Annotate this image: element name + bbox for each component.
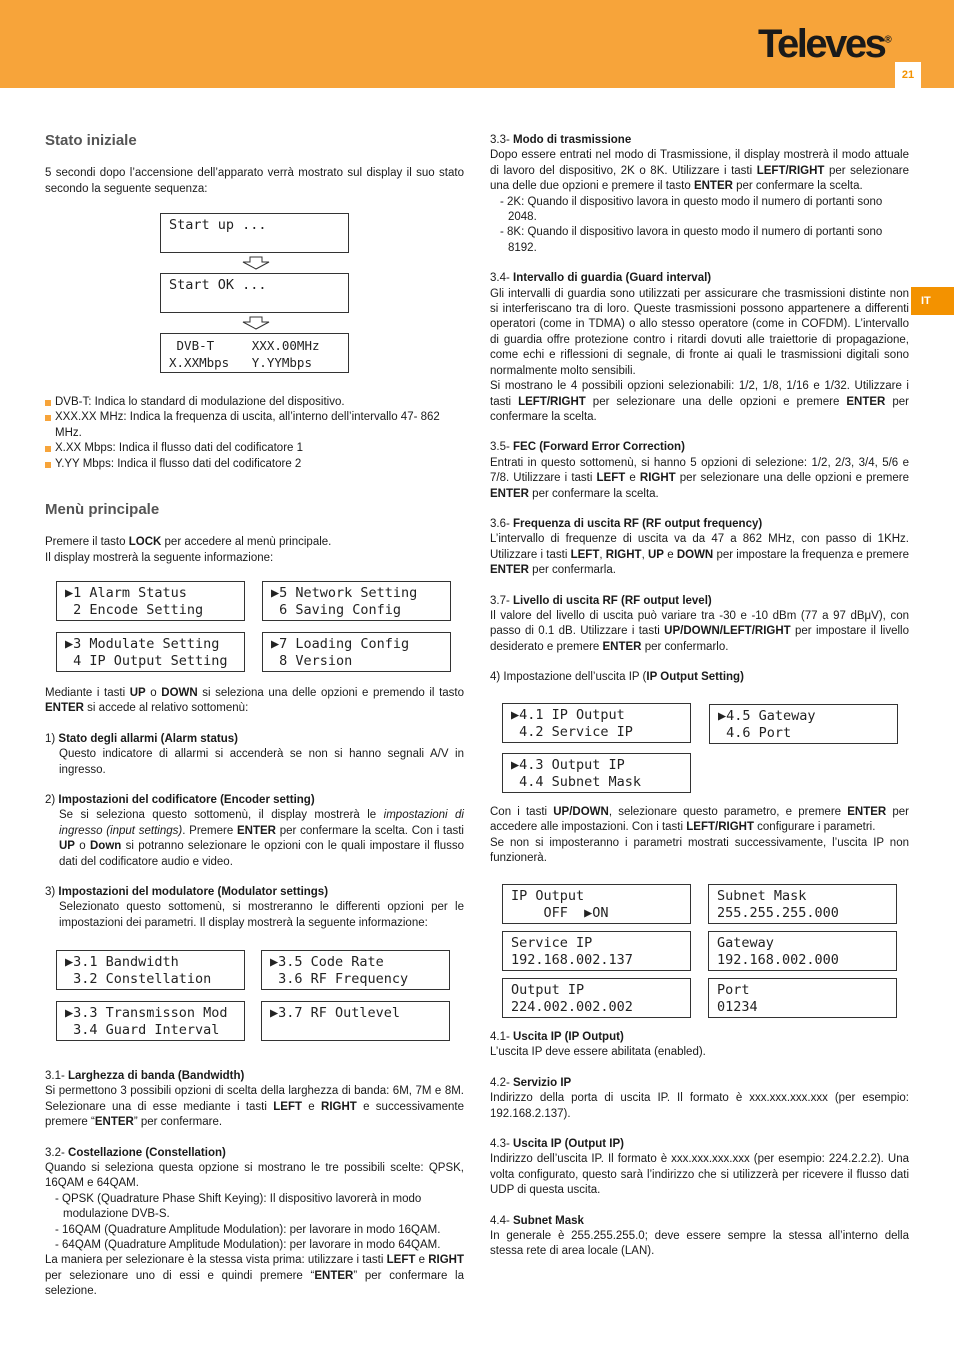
nav-text: Mediante i tasti UP o DOWN si seleziona una delle opzioni e premendo il tasto ENTER si accede al relativo sottomenù:	[45, 687, 464, 715]
s1-text: Questo indicatore di allarmi si accenderà se non si hanno segnali A/V in ingresso.	[59, 748, 464, 776]
ip-text: Con i tasti UP/DOWN, selezionare questo parametro, e premere ENTER per accedere alle impostazioni. Con i tasti LEFT/RIGHT configurare i parametri.	[490, 806, 909, 834]
s4-title: 4) Impostazione dell’uscita IP (IP Output Setting)	[490, 671, 744, 684]
s3-title: 3) Impostazioni del modulatore (Modulator settings)	[45, 886, 329, 899]
lcd-service-ip: Service IP 192.168.002.137	[502, 931, 691, 971]
s33-item: - 2K: Quando il dispositivo lavora in questo modo il numero di portanti sono 2048.	[500, 195, 883, 224]
s41-text: L’uscita IP deve essere abilitata (enabled).	[490, 1046, 706, 1059]
s43-title: 4.3- Uscita IP (Output IP)	[490, 1138, 624, 1151]
s33-title: 3.3- Modo di trasmissione	[490, 134, 632, 146]
submenu-section	[45, 686, 464, 946]
lcd-ip-2: ▶4.5 Gateway 4.6 Port	[709, 704, 898, 744]
lcd-start-up: Start up ...	[160, 213, 349, 253]
s34-text: Gli intervalli di guardia sono utilizzati per assicurare che trasmissioni distinte non si interferiscano tra di loro. Queste trasmissioni possono appartenere a differenti operatori (come in TDMA) o allo stesso operatore (come in COFDM). L’intervallo di guardia offre protezione contro i ritardi dovuti alle traiettorie di propagazione, come echi e riflessioni di segnale, di fronte ai quali le trasmissioni digitali sono normalmente molto sensibili.	[490, 287, 909, 377]
s44-title: 4.4- Subnet Mask	[490, 1214, 584, 1227]
s31-title: 3.1- Larghezza di banda (Bandwidth)	[45, 1070, 245, 1082]
s1-title: 1) Stato degli allarmi (Alarm status)	[45, 732, 238, 745]
s42-text: Indirizzo della porta di uscita IP. Il formato è xxx.xxx.xxx.xxx (per esempio: 192.168.2.137).	[490, 1092, 909, 1120]
s34-text-2: Si mostrano le 4 possibili opzioni selezionabili: 1/2, 1/8, 1/16 e 1/32. Utilizzare i tasti LEFT/RIGHT per selezionare una delle opzioni e premere ENTER per confermare la scelta.	[490, 380, 909, 423]
s32-item: - 64QAM (Quadrature Amplitude Modulation): per lavorare in modo 64QAM.	[55, 1239, 441, 1252]
lcd-gateway: Gateway 192.168.002.000	[708, 931, 897, 971]
legend-list	[45, 395, 464, 472]
s37-title: 3.7- Livello di uscita RF (RF output level)	[490, 594, 712, 607]
s35-text: Entrati in questo sottomenù, si hanno 5 opzioni di selezione: 1/2, 2/3, 3/4, 5/6 e 7/8. Utilizzare i tasti LEFT e RIGHT per selezionare una delle opzioni e premere ENTER per confermare la scelta.	[490, 456, 909, 500]
s2-title: 2) Impostazioni del codificatore (Encoder setting)	[45, 794, 315, 807]
page-number: 21	[895, 62, 921, 88]
lcd-mod-1: ▶3.1 Bandwidth 3.2 Constellation	[56, 950, 245, 990]
lcd-menu-2: ▶5 Network Setting 6 Saving Config	[262, 581, 451, 621]
lcd-output-ip: Output IP 224.002.002.002	[502, 978, 691, 1018]
ip-text-2: Se non si imposteranno i parametri mostrati successivamente, l’uscita IP non funzionerà.	[490, 836, 909, 865]
modulator-options	[45, 1069, 464, 1315]
s2-text: Se si seleziona questo sottomenù, il display mostrerà le impostazioni di ingresso (input settings). Premere ENTER per confermare la scelta. Con i tasti UP o Down si potranno selezionare le opzioni con le quali impostare il flusso dati del codificatore audio e video.	[59, 809, 464, 868]
s33-text: Dopo essere entrati nel modo di Trasmissione, il display mostrerà il modo attuale di lavoro del dispositivo, 2K o 8K. Utilizzare i tasti LEFT/RIGHT per selezionare una delle due opzioni e premere il tasto ENTER per confermare la scelta.	[490, 149, 909, 193]
right-column-top	[490, 133, 909, 686]
stato-intro: 5 secondi dopo l’accensione dell’apparato verrà mostrato sul display il suo stato secondo la seguente sequenza:	[45, 167, 464, 195]
s42-title: 4.2- Servizio IP	[490, 1076, 572, 1089]
s33-item: - 8K: Quando il dispositivo lavora in questo modo il numero di portanti sono 8192.	[500, 226, 883, 254]
lcd-subnet-mask: Subnet Mask 255.255.255.000	[708, 884, 897, 924]
page-header	[0, 0, 954, 88]
s36-title: 3.6- Frequenza di uscita RF (RF output frequency)	[490, 517, 763, 530]
s44-text: In generale è 255.255.255.0; deve essere sempre la stessa all’interno della stessa rete di area locale (LAN).	[490, 1230, 909, 1258]
s43-text: Indirizzo dell’uscita IP. Il formato è xxx.xxx.xxx.xxx (per esempio: 224.2.2.2). Una volta configurato, questo sarà l’indirizzo che si utilizzerà per ricevere il flusso dati UDP di questa uscita.	[490, 1153, 909, 1197]
menu-intro-2: Il display mostrerà la seguente informazione:	[45, 551, 274, 564]
lcd-menu-1: ▶1 Alarm Status 2 Encode Setting	[56, 581, 245, 621]
lcd-ip-output: IP Output OFF ▶ON	[502, 884, 691, 924]
legend-item: Y.YY Mbps: Indica il flusso dati del codificatore 2	[45, 457, 464, 472]
stato-heading: Stato iniziale	[45, 132, 137, 149]
lcd-mod-3: ▶3.3 Transmisson Mod 3.4 Guard Interval	[56, 1001, 245, 1041]
s32-text: Quando si seleziona questa opzione si mostrano le tre possibili scelte: QPSK, 16QAM e 64QAM.	[45, 1162, 464, 1190]
s41-title: 4.1- Uscita IP (IP Output)	[490, 1031, 624, 1043]
menu-intro: Premere il tasto LOCK per accedere al menù principale.	[45, 536, 332, 549]
lcd-port: Port 01234	[708, 978, 897, 1018]
menu-heading: Menù principale	[45, 501, 160, 518]
lcd-start-ok: Start OK ...	[160, 273, 349, 313]
language-tab: IT	[911, 287, 954, 315]
lcd-mod-4: ▶3.7 RF Outlevel	[261, 1001, 450, 1041]
stato-section	[45, 133, 464, 212]
s32-title: 3.2- Costellazione (Constellation)	[45, 1146, 226, 1159]
ip-parameters	[490, 1030, 909, 1275]
ip-instructions	[490, 805, 909, 867]
s35-title: 3.5- FEC (Forward Error Correction)	[490, 441, 685, 454]
s32-item: - 16QAM (Quadrature Amplitude Modulation): per lavorare in modo 16QAM.	[55, 1223, 441, 1236]
s34-title: 3.4- Intervallo di guardia (Guard interval)	[490, 272, 712, 285]
down-arrow-icon	[241, 256, 271, 270]
lcd-status: DVB-T XXX.00MHz X.XXMbps Y.YYMbps	[160, 333, 349, 373]
down-arrow-icon	[241, 316, 271, 330]
lcd-mod-2: ▶3.5 Code Rate 3.6 RF Frequency	[261, 950, 450, 990]
lcd-menu-4: ▶7 Loading Config 8 Version	[262, 632, 451, 672]
s36-text: L’intervallo di frequenze di uscita va da 47 a 862 MHz, con passo di 1KHz. Utilizzare i tasti LEFT, RIGHT, UP e DOWN per impostare la frequenza e premere ENTER per confermarla.	[490, 533, 909, 577]
s31-text: Si permettono 3 possibili opzioni di scelta della larghezza di banda: 6M, 7M e 8M. Selezionare una di esse mediante i tasti LEFT e RIGHT e successivamente premere “ENTER” per confermare.	[45, 1085, 465, 1129]
televes-logo: Televes®	[758, 22, 892, 66]
s32-end: La maniera per selezionare è la stessa vista prima: utilizzare i tasti LEFT e RIGHT per selezionare uno di essi e quindi premere “ENTER” per confermare la selezione.	[45, 1254, 465, 1298]
legend-item: X.XX Mbps: Indica il flusso dati del codificatore 1	[45, 441, 464, 456]
legend-item: DVB-T: Indica lo standard di modulazione del dispositivo.	[45, 395, 464, 410]
s32-item: - QPSK (Quadrature Phase Shift Keying): Il dispositivo lavorerà in modo modulazione DVB-S.	[55, 1192, 422, 1221]
legend-item: XXX.XX MHz: Indica la frequenza di uscita, all’interno dell’intervallo 47- 862 MHz.	[45, 410, 464, 441]
lcd-menu-3: ▶3 Modulate Setting 4 IP Output Setting	[56, 632, 245, 672]
s37-text: Il valore del livello di uscita può variare tra -30 e -10 dBm (77 a 97 dBμV), con passo di 0.1 dB. Utilizzare i tasti UP/DOWN/LEFT/RIGHT per impostare il livello desiderato e premere ENTER per confermarlo.	[490, 609, 909, 653]
s3-text: Selezionato questo sottomenù, si mostreranno le differenti opzioni per le impostazioni dei parametri. Il display mostrerà la seguente informazione:	[59, 901, 464, 929]
lcd-ip-3: ▶4.3 Output IP 4.4 Subnet Mask	[502, 753, 691, 793]
menu-section	[45, 502, 464, 566]
lcd-ip-1: ▶4.1 IP Output 4.2 Service IP	[502, 703, 691, 743]
